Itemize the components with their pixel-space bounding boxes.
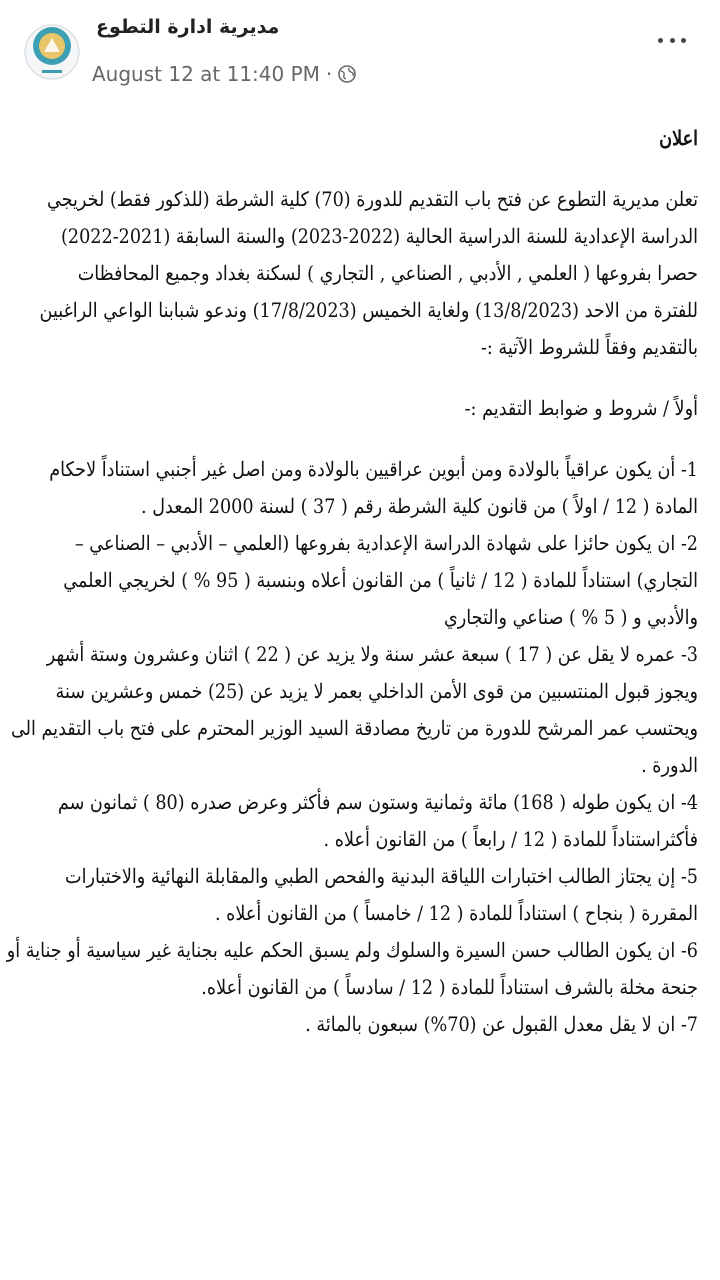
paragraph-line: للفترة من الاحد (13/8/2023) ولغاية الخميس (17/8/2023) وندعو شبابنا الواعي الراغبين (39, 298, 698, 322)
post-body (6, 120, 699, 1043)
paragraph-line: تعلن مديرية التطوع عن فتح باب التقديم للدورة (70) كلية الشرطة (للذكور فقط) لخريجي (46, 187, 698, 211)
condition-line: ويجوز قبول المنتسبين من قوى الأمن الداخلي بعمر لا يزيد عن (25) خمس وعشرين سنة (55, 679, 698, 703)
meta-separator: · (325, 62, 333, 86)
condition-line: 1- أن يكون عراقياً بالولادة ومن أبوين عراقيين بالولادة ومن اصل غير أجنبي استناداً لاحكام (49, 457, 698, 481)
post-header (0, 0, 720, 110)
page-name[interactable]: مديرية ادارة التطوع (96, 16, 280, 38)
condition-line: ويحتسب عمر المرشح للدورة من تاريخ مصادقة السيد الوزير المحترم على فتح باب التقديم الى (10, 716, 699, 740)
paragraph-line: الدراسة الإعدادية للسنة الدراسية الحالية (2022-2023) والسنة السابقة (2021-2022) (61, 224, 698, 248)
condition-line: 5- إن يجتاز الطالب اختبارات اللياقة البدنية والفحص الطبي والمقابلة النهائية والاختبارات (65, 864, 698, 888)
condition-line: جنحة مخلة بالشرف استناداً للمادة ( 12 / سادساً ) من القانون أعلاه. (201, 975, 698, 999)
section-title: أولاً / شروط و ضوابط التقديم :- (464, 396, 698, 420)
logo-emblem-icon (24, 8, 80, 96)
condition-line: الدورة . (641, 753, 698, 777)
paragraph-line: حصرا بفروعها ( العلمي , الأدبي , الصناعي , التجاري ) لسكنة بغداد وجميع المحافظات (77, 261, 698, 285)
page-avatar[interactable] (24, 8, 80, 96)
globe-icon (338, 65, 356, 83)
post-timestamp[interactable]: August 12 at 11:40 PM (92, 62, 320, 86)
post-meta (92, 62, 356, 86)
condition-line: التجاري) استناداً للمادة ( 12 / ثانياً ) من القانون أعلاه وبنسبة ( 95 % ) لخريجي العلمي (63, 568, 698, 592)
more-options-icon[interactable] (658, 38, 686, 48)
condition-line: 4- ان يكون طوله ( 168) مائة وثمانية وستون سم فأكثر وعرض صدره (80 ) ثمانون سم (57, 790, 698, 814)
paragraph-line: بالتقديم وفقاً للشروط الآتية :- (480, 335, 698, 359)
condition-line: المادة ( 12 / اولاً ) من قانون كلية الشرطة رقم ( 37 ) لسنة 2000 المعدل . (141, 494, 698, 518)
condition-line: 7- ان لا يقل معدل القبول عن (70%) سبعون بالمائة . (305, 1012, 698, 1036)
condition-line: فأكثراستناداً للمادة ( 12 / رابعاً ) من القانون أعلاه . (323, 827, 698, 851)
condition-line: والأدبي و ( 5 % ) صناعي والتجاري (443, 605, 698, 629)
condition-line: 3- عمره لا يقل عن ( 17 ) سبعة عشر سنة ولا يزيد عن ( 22 ) اثنان وعشرون وستة أشهر (46, 642, 698, 666)
announcement-title: اعلان (659, 126, 698, 150)
condition-line: المقررة ( بنجاح ) استناداً للمادة ( 12 / خامساً ) من القانون أعلاه . (214, 901, 698, 925)
condition-line: 6- ان يكون الطالب حسن السيرة والسلوك ولم يسبق الحكم عليه بجناية غير سياسية أو جناية أو (6, 938, 698, 962)
condition-line: 2- ان يكون حائزا على شهادة الدراسة الإعدادية بفروعها (العلمي – الأدبي – الصناعي – (74, 531, 698, 555)
